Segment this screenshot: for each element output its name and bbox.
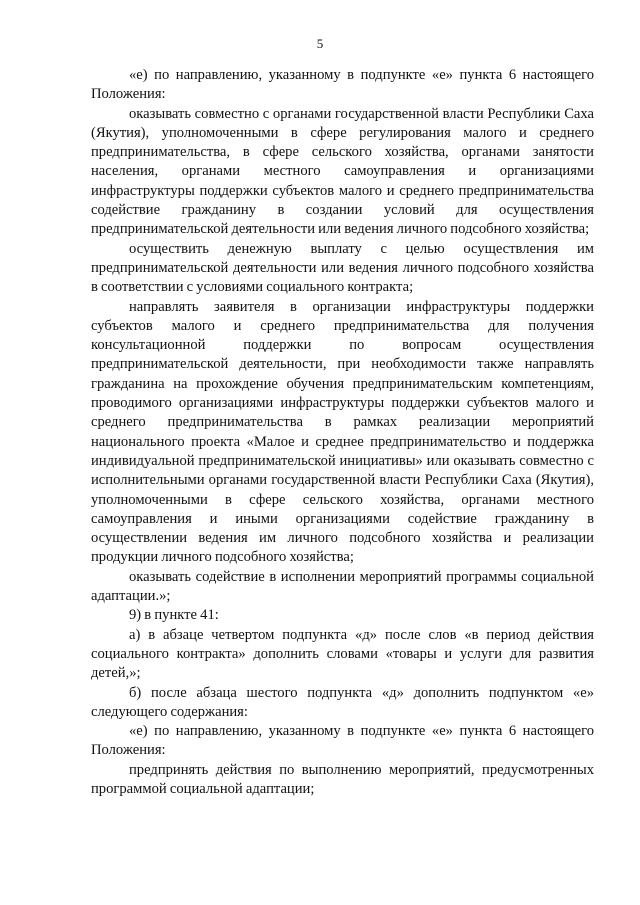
paragraph: оказывать совместно с органами государственной власти Республики Саха (Якутия), уполномоченными в сфере регулирования малого и среднего предпринимательства, в сфере сельского хозяйства, органами занятости населения, органами местного самоуправления и организациями инфраструктуры поддержки субъектов малого и среднего предпринимательства содействие гражданину в создании условий для осуществления предпринимательской деятельности или ведения личного подсобного хозяйства;	[91, 105, 594, 238]
paragraph: а) в абзаце четвертом подпункта «д» после слов «в период действия социального контракта» дополнить словами «товары и услуги для развития детей,»;	[91, 626, 594, 682]
paragraph: «е) по направлению, указанному в подпункте «е» пункта 6 настоящего Положения:	[91, 723, 594, 759]
paragraph: б) после абзаца шестого подпункта «д» дополнить подпунктом «е» следующего содержания:	[91, 684, 594, 720]
paragraph: «е) по направлению, указанному в подпункте «е» пункта 6 настоящего Положения:	[91, 67, 594, 103]
paragraph: оказывать содействие в исполнении мероприятий программы социальной адаптации.»;	[91, 568, 594, 605]
paragraph: 9) в пункте 41:	[129, 607, 219, 624]
document-body	[91, 66, 594, 799]
paragraph: осуществить денежную выплату с целью осуществления им предпринимательской деятельности или ведения личного подсобного хозяйства в соответствии с условиями социального контракта;	[91, 240, 594, 296]
paragraph: направлять заявителя в организации инфраструктуры поддержки субъектов малого и среднего предпринимательства для получения консультационной поддержки по вопросам осуществления предпринимательской деятельности, при необходимости также направлять гражданина на прохождение обучения предпринимательским компетенциям, проводимого организациями инфраструктуры поддержки субъектов малого и среднего предпринимательства в рамках реализации мероприятий национального проекта «Малое и среднее предпринимательство и поддержка индивидуальной предпринимательской инициативы» или оказывать совместно с исполнительными органами государственной власти Республики Саха (Якутия), уполномоченными в сфере сельского хозяйства, органами местного самоуправления и иными организациями содействие гражданину в осуществлении ведения им личного подсобного хозяйства и реализации продукции личного подсобного хозяйства;	[91, 298, 594, 566]
paragraph: предпринять действия по выполнению мероприятий, предусмотренных программой социальной адаптации;	[91, 761, 594, 797]
page-number: 5	[316, 36, 324, 51]
